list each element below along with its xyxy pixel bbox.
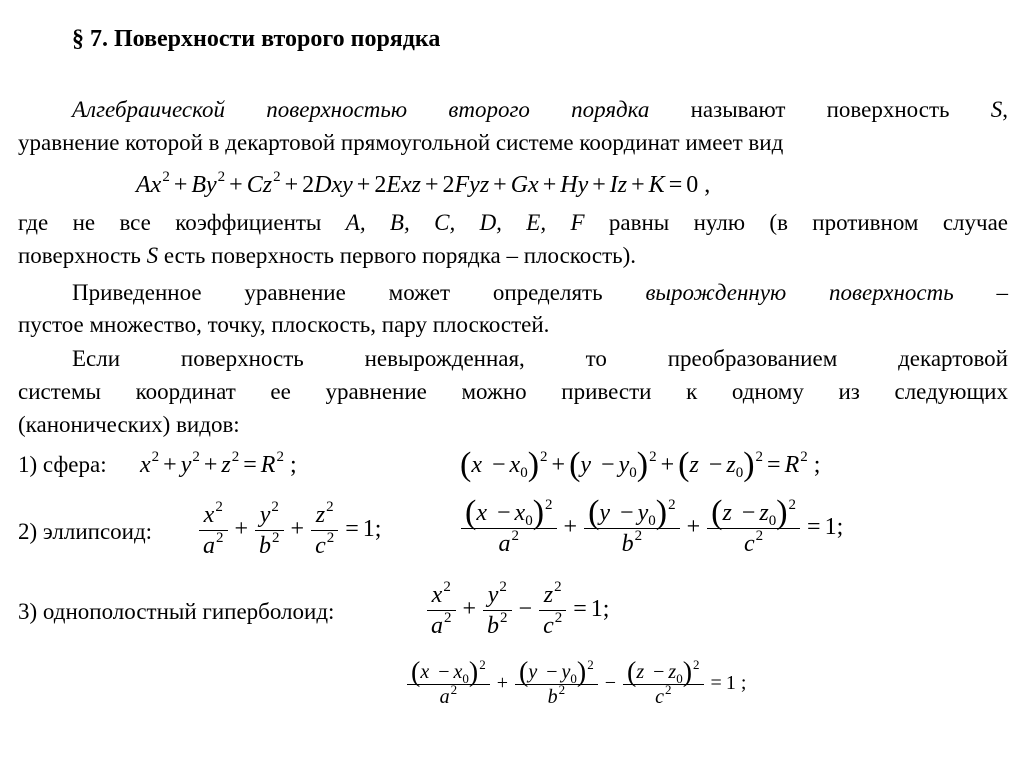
ellipsoid-equation: $\frac{x^2}{a^2}$ + $\frac{y^2}{b^2}$ + $\frac{z^2}{c^2}$ = 1; — [196, 500, 381, 561]
item-sphere-label: 1) сфера: — [18, 452, 107, 477]
para2-line1a: Приведенное уравнение может определять — [72, 280, 603, 305]
intro-line4a: поверхность — [18, 243, 141, 268]
intro-line4b: есть поверхность первого порядка – плоскость). — [163, 243, 637, 268]
intro-line-2: уравнение которой в декартовой прямоугольной системе координат имеет вид — [18, 130, 784, 155]
intro-line-4 — [18, 241, 1008, 271]
coefficients: A, B, C, D, E, F — [345, 210, 585, 235]
intro-line1-text: называют поверхность — [690, 97, 950, 122]
para2-line-1 — [72, 278, 1008, 308]
intro-var-s-2: S — [146, 243, 159, 268]
intro-line-1: Алгебраической поверхностью второго порядка называют поверхность S, — [72, 97, 1008, 122]
intro-line3a: где не все коэффициенты — [18, 210, 322, 235]
general-equation: $Ax^2 + By^2 + Cz^2 + 2Dxy + 2Exz + 2Fyz + Gx + Hy + Iz + K = 0$ , — [136, 169, 711, 198]
sphere-equation: $x^2 + y^2 + z^2 = R^2$ ; — [140, 449, 297, 478]
item-hyperboloid-label: 3) однополостный гиперболоид: — [18, 599, 335, 624]
sphere-equation-shifted: $(x - x_0)^2 + (y - y_0)^2 + (z - z_0)^2 = R^2$ ; — [460, 446, 821, 483]
para2-line-2: пустое множество, точку, плоскость, пару плоскостей. — [18, 312, 550, 337]
para3-line-2: системы координат ее уравнение можно привести к одному из следующих — [18, 379, 1008, 404]
intro-var-s: S — [990, 97, 1003, 122]
degenerate-term: вырожденную поверхность — [645, 280, 954, 305]
intro-line3b: равны нулю (в противном случае — [608, 210, 1008, 235]
hyperboloid-equation-shifted: $\frac{(x - x_0)^2}{a^2}$ + $\frac{(y - y_0)^2}{b^2}$ − $\frac{(z - z_0)^2}{c^2}$ = 1 ; — [404, 660, 746, 709]
para2-dash: – — [996, 280, 1009, 305]
section-title: § 7. Поверхности второго порядка — [72, 26, 441, 52]
ellipsoid-equation-shifted: $\frac{(x - x_0)^2}{a^2}$ + $\frac{(y - y_0)^2}{b^2}$ + $\frac{(z - z_0)^2}{c^2}$ = 1; — [458, 498, 843, 559]
para3-line-3: (канонических) видов: — [18, 412, 240, 437]
intro-line-3 — [18, 208, 1008, 238]
item-ellipsoid-label: 2) эллипсоид: — [18, 519, 153, 544]
hyperboloid-equation: $\frac{x^2}{a^2}$ + $\frac{y^2}{b^2}$ − $\frac{z^2}{c^2}$ = 1; — [424, 580, 609, 641]
intro-term: Алгебраической поверхностью второго порядка — [72, 97, 650, 122]
para3-line-1: Если поверхность невырожденная, то преобразованием декартовой — [72, 346, 1008, 371]
